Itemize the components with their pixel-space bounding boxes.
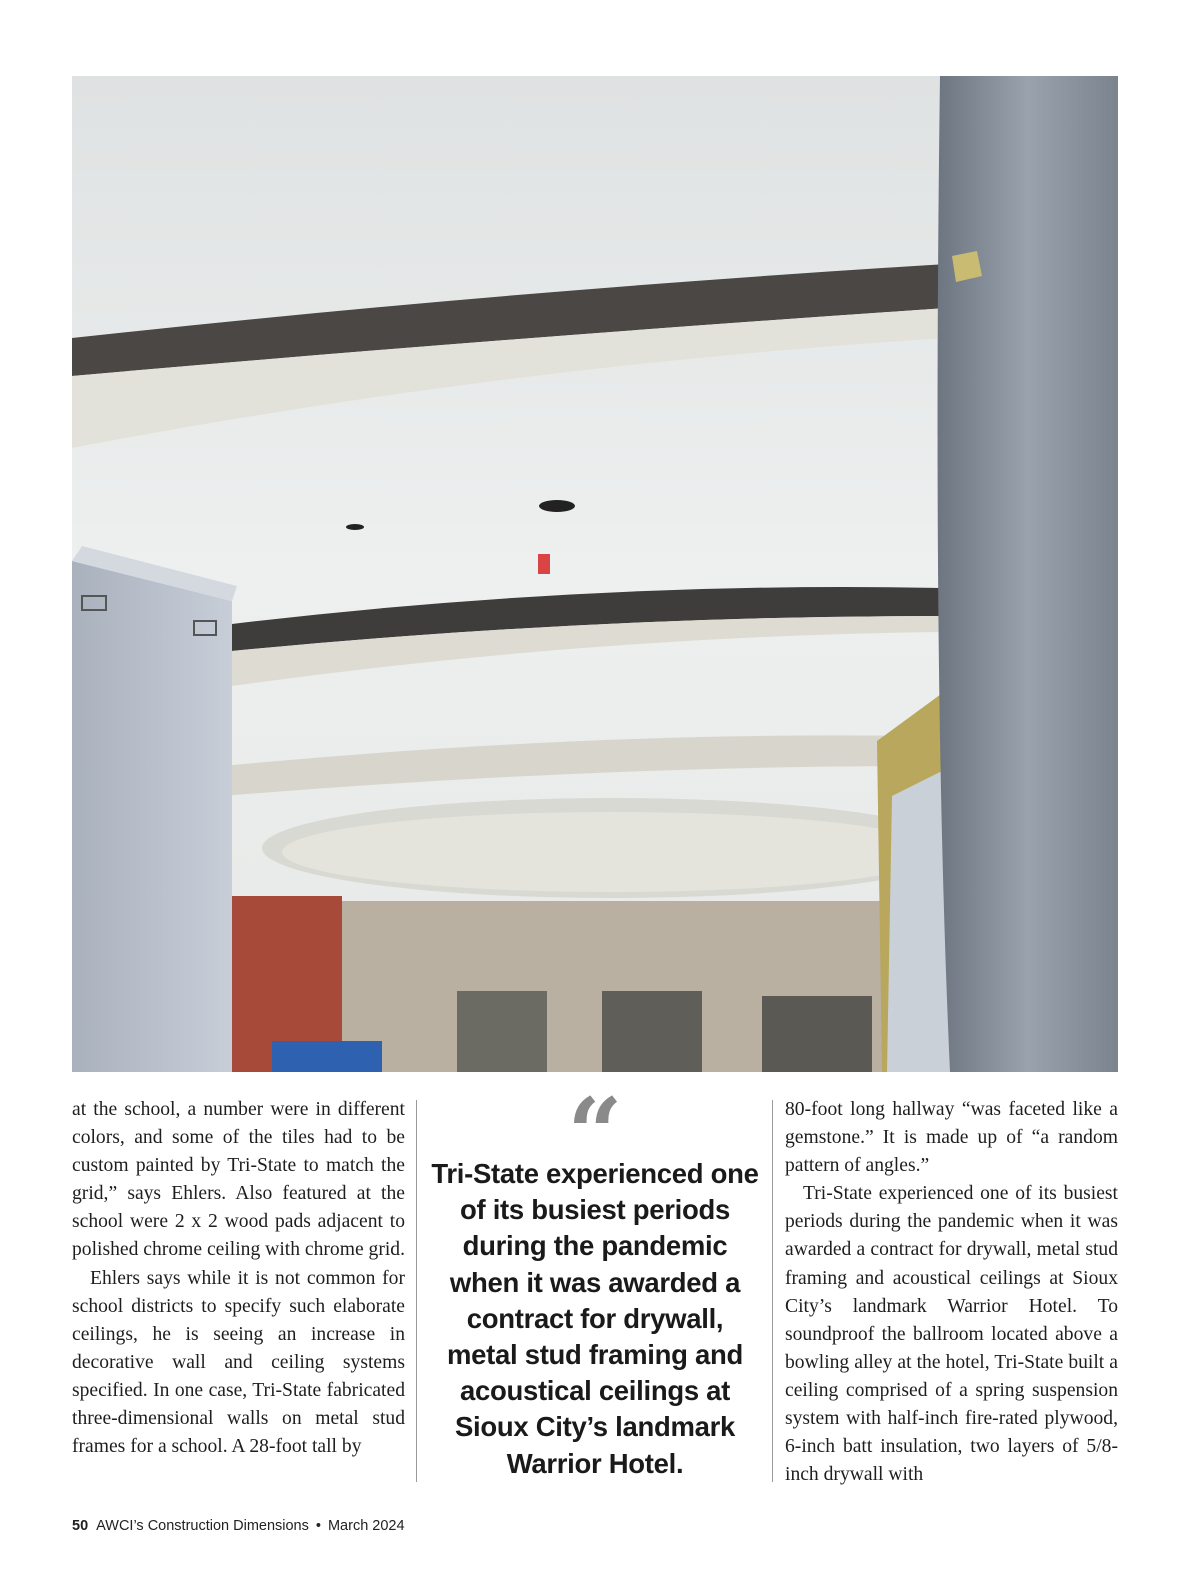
right-text-column: [785, 1096, 1118, 1489]
footer-separator: •: [315, 1518, 321, 1534]
page-footer: [72, 1518, 405, 1534]
body-paragraph: 80-foot long hallway “was faceted like a gemstone.” It is made up of “a random pattern of angles.”: [785, 1099, 1118, 1177]
ceiling-photo: [72, 76, 1118, 1072]
pull-quote-text: Tri-State experienced one of its busiest periods during the pandemic when it was awarded a contract for drywall, metal stud framing and acoustical ceilings at Sioux City’s landmark Warrior Hotel.: [431, 1158, 759, 1479]
page-number: 50: [72, 1518, 89, 1534]
column-divider: [416, 1100, 417, 1482]
quote-mark-icon: “: [567, 1077, 623, 1190]
pull-quote: [428, 1077, 762, 1482]
column-divider: [772, 1100, 773, 1482]
left-text-column: [72, 1096, 405, 1461]
publication-name: AWCI’s Construction Dimensions: [96, 1518, 309, 1534]
construction-ceiling-photo-icon: [72, 76, 1118, 1072]
body-paragraph: at the school, a number were in different colors, and some of the tiles had to be custom painted by Tri-State to match the grid,” says Ehlers. Also featured at the school were 2 x 2 wood pads adjacent to polished chrome ceiling with chrome grid.: [72, 1099, 406, 1261]
issue-date: March 2024: [327, 1518, 405, 1534]
body-paragraph: Tri-State experienced one of its busiest periods during the pandemic when it was awarded a contract for drywall, metal stud framing and acoustical ceilings at Sioux City’s landmark Warrior Hotel. To soundproof the ballroom located above a bowling alley at the hotel, Tri-State built a ceiling comprised of a spring suspension system with half-inch fire-rated plywood, 6-inch batt insulation, two layers of 5/8-inch drywall with: [785, 1183, 1118, 1486]
body-paragraph: Ehlers says while it is not common for school districts to specify such elaborate ceilings, he is seeing an increase in decorative wall and ceiling systems specified. In one case, Tri-State fabricated three-dimensional walls on metal stud frames for a school. A 28-foot tall by: [72, 1267, 405, 1458]
